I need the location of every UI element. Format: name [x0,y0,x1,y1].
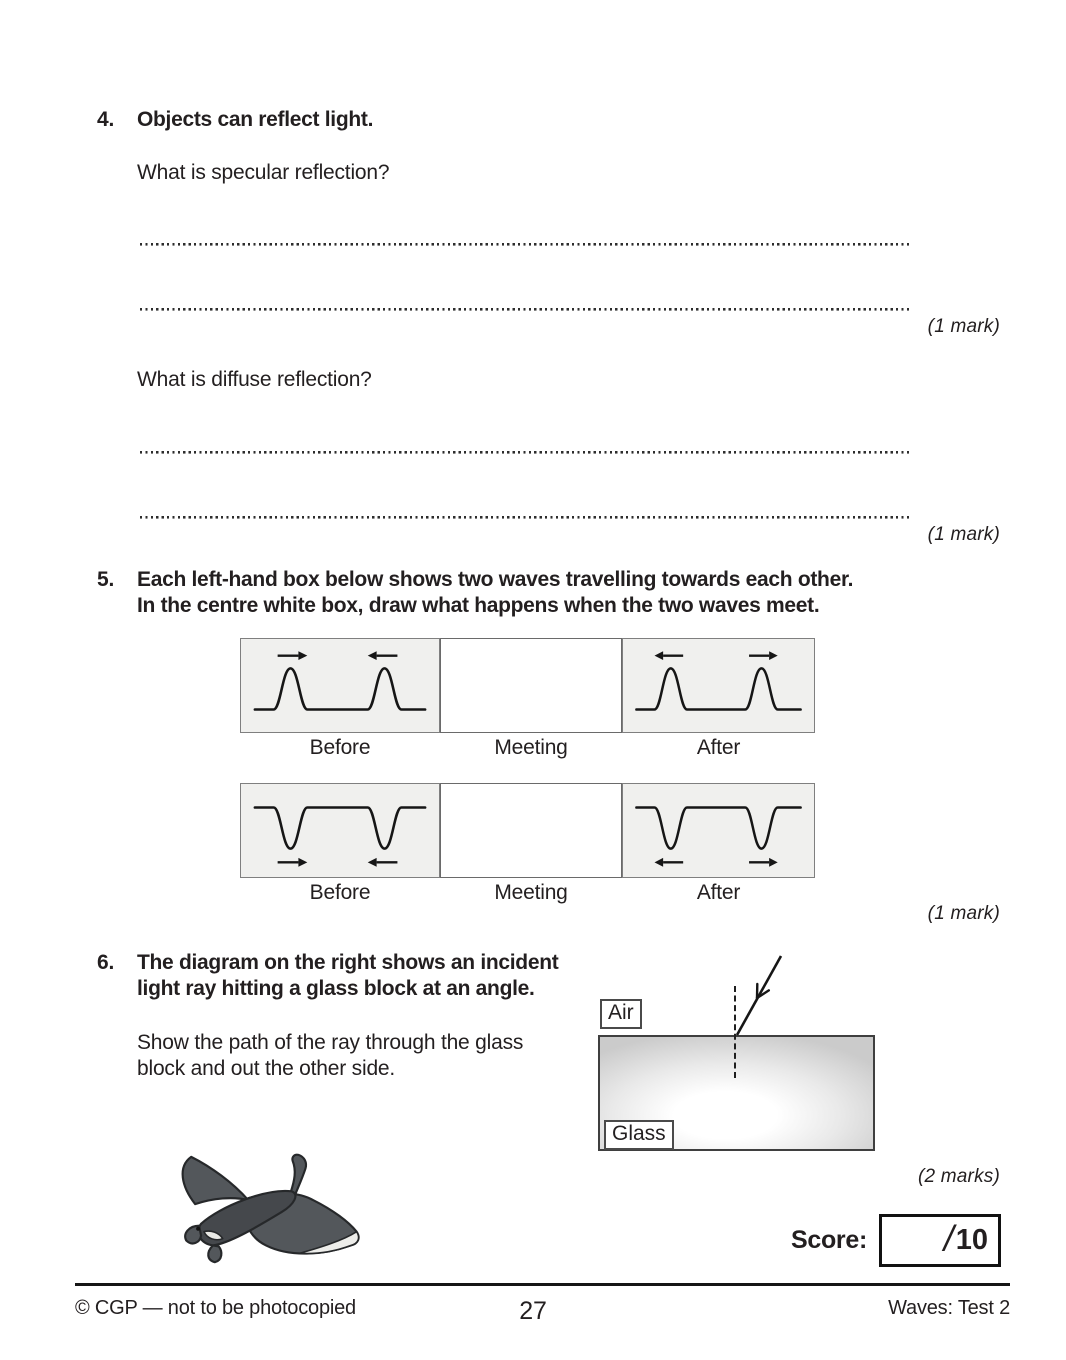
score-entry-box[interactable] [879,1214,1001,1267]
answer-line[interactable] [140,451,910,454]
meeting-drawing-box[interactable] [440,783,622,878]
q5-title-line2: In the centre white box, draw what happens when the two waves meet. [137,594,820,617]
incident-ray-diagram [690,945,800,1050]
q4-number: 4. [97,108,115,131]
q4-title: Objects can reflect light. [137,108,374,131]
arrow-right-icon [278,651,308,660]
score-section [791,1214,1001,1267]
glass-label: Glass [604,1120,674,1150]
q6-title-line1: The diagram on the right shows an incident [137,951,559,974]
arrow-right-icon [278,858,308,867]
row1-label-after: After [696,736,741,759]
wave-after-trough-box [622,783,815,878]
answer-line[interactable] [140,243,910,246]
wave-after-crest-box [622,638,815,733]
row2-label-after: After [696,881,741,904]
wave-before-crest-box [240,638,440,733]
manta-ray-illustration [148,1147,388,1275]
q4-specular-question: What is specular reflection? [137,161,390,184]
arrow-left-icon [368,858,398,867]
wave-before-trough-box [240,783,440,878]
q4-specular-marks: (1 mark) [927,316,1000,337]
crest-waves-departing-diagram [623,639,814,732]
crest-waves-approaching-diagram [241,639,439,732]
q4-diffuse-marks: (1 mark) [927,524,1000,545]
q4-diffuse-question: What is diffuse reflection? [137,368,372,391]
q6-title-line2: light ray hitting a glass block at an angle. [137,977,535,1000]
arrow-right-icon [749,651,778,660]
q6-marks: (2 marks) [917,1166,1000,1187]
trough-waves-departing-diagram [623,784,814,877]
footer-divider [75,1283,1010,1286]
footer-copyright: © CGP — not to be photocopied [75,1297,356,1319]
row2-label-before: Before [309,881,371,904]
q5-marks: (1 mark) [927,903,1000,924]
row2-label-meeting: Meeting [494,881,568,904]
answer-line[interactable] [140,516,910,519]
arrow-left-icon [655,858,684,867]
q5-number: 5. [97,568,115,591]
footer-test-name: Waves: Test 2 [888,1297,1010,1319]
answer-line[interactable] [140,308,910,311]
page-number: 27 [519,1297,547,1325]
score-slash: / [943,1217,954,1259]
score-label: Score: [790,1226,867,1254]
row1-label-meeting: Meeting [494,736,568,759]
arrow-left-icon [655,651,684,660]
q6-number: 6. [97,951,115,974]
arrow-right-icon [749,858,778,867]
q5-title-line1: Each left-hand box below shows two waves travelling towards each other. [137,568,854,591]
row1-label-before: Before [309,736,371,759]
q6-body-line2: block and out the other side. [137,1057,396,1080]
score-total: 10 [955,1224,988,1256]
trough-waves-approaching-diagram [241,784,439,877]
arrow-left-icon [368,651,398,660]
air-label: Air [600,999,642,1029]
meeting-drawing-box[interactable] [440,638,622,733]
q6-body-line1: Show the path of the ray through the glass [137,1031,524,1054]
